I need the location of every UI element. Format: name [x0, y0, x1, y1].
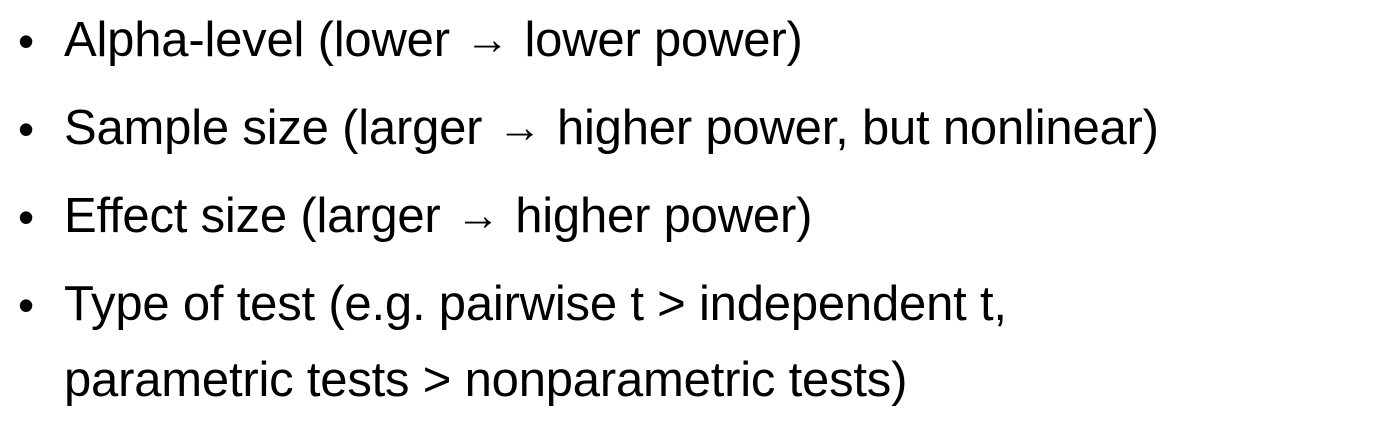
right-arrow-icon: →	[455, 191, 500, 240]
bullet-text-line-1: Type of test (e.g. pairwise t > independent t,	[64, 277, 1007, 331]
right-arrow-icon: →	[465, 15, 510, 64]
bullet-text	[64, 84, 1159, 174]
bullet-text-after: higher power)	[501, 189, 813, 243]
bullet-text-before: Alpha-level (lower	[64, 13, 464, 67]
bullet-text-before: Sample size (larger	[64, 101, 496, 155]
bullet-text-before: Effect size (larger	[64, 189, 454, 243]
bullet-text-line-2: parametric tests > nonparametric tests)	[64, 353, 908, 407]
right-arrow-icon: →	[497, 103, 542, 152]
bullet-marker: •	[18, 191, 35, 243]
bullet-text	[64, 0, 803, 86]
bullet-text	[64, 172, 812, 262]
bullet-marker: •	[18, 279, 35, 331]
bullet-marker: •	[18, 103, 35, 155]
bullet-text-after: higher power, but nonlinear)	[543, 101, 1159, 155]
bullet-text-after: lower power)	[511, 13, 803, 67]
bullet-marker: •	[18, 15, 35, 67]
